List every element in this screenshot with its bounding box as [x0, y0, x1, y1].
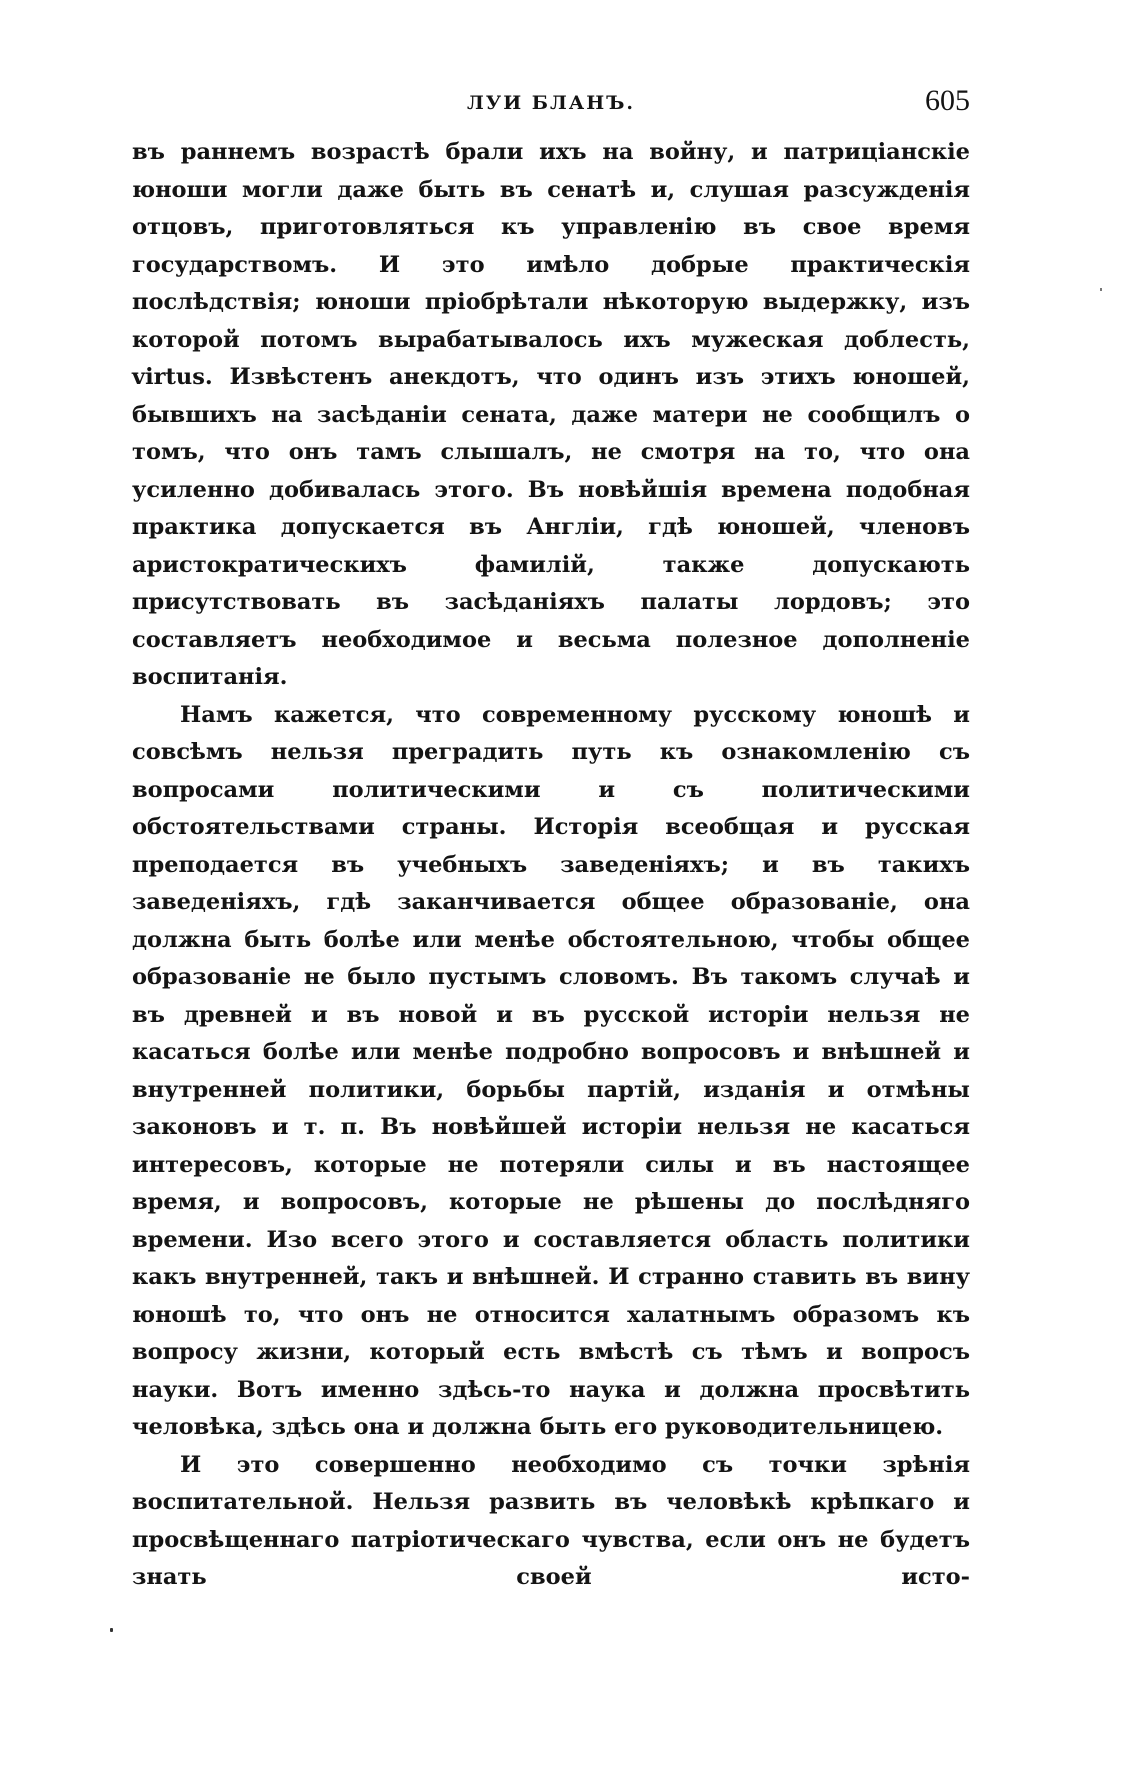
running-title: ЛУИ БЛАНЪ.: [466, 92, 636, 114]
scan-speck: [1100, 288, 1102, 291]
running-head: [132, 82, 970, 122]
text-body: [132, 134, 970, 1597]
paragraph-1: въ раннемъ возрастѣ брали ихъ на войну, и патриціанскіе юноши могли даже быть въ сенатѣ и, слушая разсужденія отцовъ, приготовляться къ управленію въ свое время государствомъ. И это имѣло добрые практическія послѣдствія; юноши пріобрѣтали нѣкоторую выдержку, изъ которой потомъ вырабатывалось ихъ мужеская доблесть, virtus. Извѣстенъ анекдотъ, что одинъ изъ этихъ юношей, бывшихъ на засѣданіи сената, даже матери не сообщилъ о томъ, что онъ тамъ слышалъ, не смотря на то, что она усиленно добивалась этого. Въ новѣйшія времена подобная практика допускается въ Англіи, гдѣ юношей, членовъ аристократическихъ фамилій, также допускають присутствовать въ засѣданіяхъ палаты лордовъ; это составляетъ необходимое и весьма полезное дополненіе воспитанія.: [132, 139, 970, 690]
paragraph-2: Намъ кажется, что современному русскому юношѣ и совсѣмъ нельзя преградить путь къ ознакомленію съ вопросами политическими и съ политическими обстоятельствами страны. Исторія всеобщая и русская преподается въ учебныхъ заведеніяхъ; и въ такихъ заведеніяхъ, гдѣ заканчивается общее образованіе, она должна быть болѣе или менѣе обстоятельною, чтобы общее образованіе не было пустымъ словомъ. Въ такомъ случаѣ и въ древней и въ новой и въ русской исторіи нельзя не касаться болѣе или менѣе подробно вопросовъ и внѣшней и внутренней политики, борьбы партій, изданія и отмѣны законовъ и т. п. Въ новѣйшей исторіи нельзя не касаться интересовъ, которые не потеряли силы и въ настоящее время, и вопросовъ, которые не рѣшены до послѣдняго времени. Изо всего этого и составляется область политики какъ внутренней, такъ и внѣшней. И странно ставить въ вину юношѣ то, что онъ не относится халатнымъ образомъ къ вопросу жизни, который есть вмѣстѣ съ тѣмъ и вопросъ науки. Вотъ именно здѣсь-то наука и должна просвѣтить человѣка, здѣсь она и должна быть его руководительницею.: [132, 701, 970, 1440]
page-number: 605: [925, 84, 970, 117]
scan-speck: [110, 1628, 113, 1632]
book-page: [132, 82, 970, 1597]
paragraph-3: И это совершенно необходимо съ точки зрѣнія воспитательной. Нельзя развить въ человѣкѣ крѣпкаго и просвѣщеннаго патріотическаго чувства, если онъ не будетъ знать своей исто-: [132, 1451, 970, 1590]
